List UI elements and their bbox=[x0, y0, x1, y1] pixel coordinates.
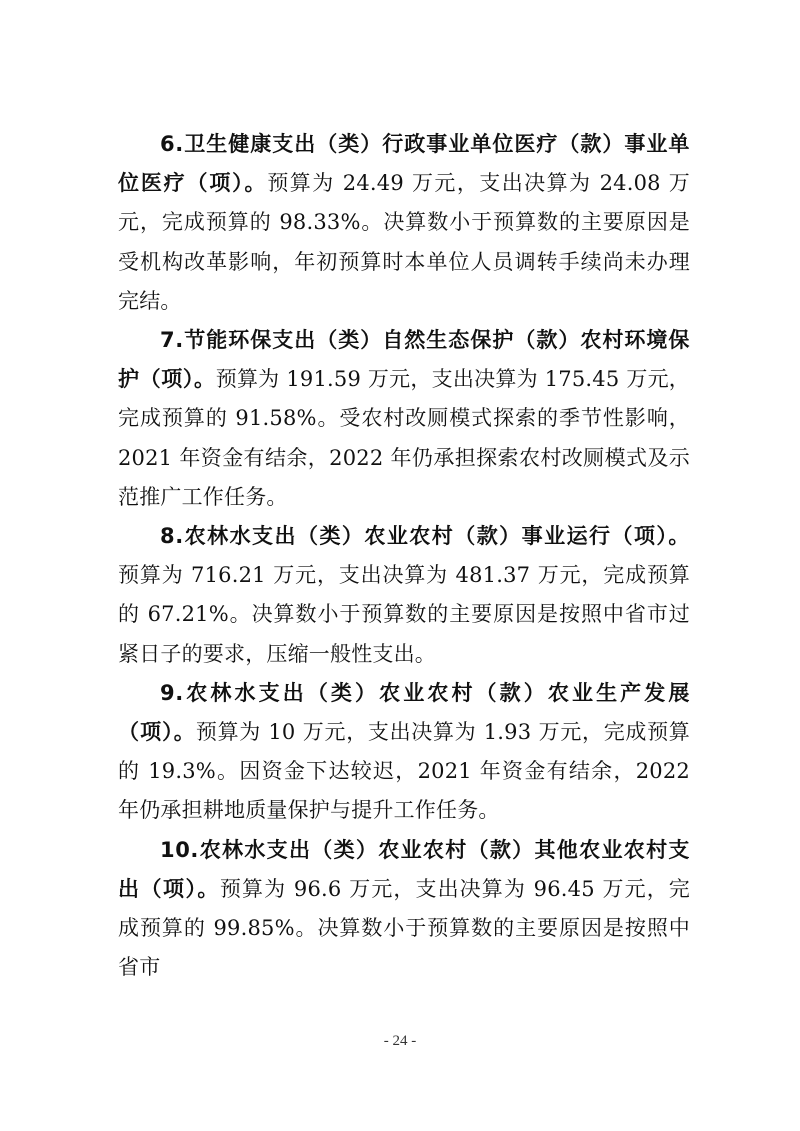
paragraph-item-6 bbox=[118, 125, 690, 321]
paragraph-text: 预算为 24.49 万元，支出决算为 24.08 万元，完成预算的 98.33%。决算数小于预算数的主要原因是受机构改革影响，年初预算时本单位人员调转手续尚未办理完结。 bbox=[118, 171, 690, 313]
paragraph-heading: 7.节能环保支出（类）自然生态保护（款）农村环境保护（项）。 bbox=[118, 328, 690, 392]
paragraph-item-8 bbox=[118, 517, 690, 674]
paragraph-heading: 8.农林水支出（类）农业农村（款）事业运行（项）。 bbox=[160, 524, 690, 549]
page-number: - 24 - bbox=[383, 1033, 417, 1049]
paragraph-item-10 bbox=[118, 831, 690, 988]
paragraph-text: 预算为 191.59 万元，支出决算为 175.45 万元，完成预算的 91.58%。受农村改厕模式探索的季节性影响，2021 年资金有结余，2022 年仍承担探索农村改厕模式及示范推广工作任务。 bbox=[118, 367, 691, 509]
paragraph-heading: 10.农林水支出（类）农业农村（款）其他农业农村支出（项）。 bbox=[118, 837, 690, 901]
paragraph-heading: 6.卫生健康支出（类）行政事业单位医疗（款）事业单位医疗（项）。 bbox=[118, 132, 690, 196]
paragraph-item-9 bbox=[118, 674, 690, 831]
paragraph-text: 预算为 10 万元，支出决算为 1.93 万元，完成预算的 19.3%。因资金下达较迟，2021 年资金有结余，2022 年仍承担耕地质量保护与提升工作任务。 bbox=[118, 720, 690, 823]
paragraph-text: 预算为 96.6 万元，支出决算为 96.45 万元，完成预算的 99.85%。决算数小于预算数的主要原因是按照中省市 bbox=[118, 876, 690, 980]
paragraph-text: 预算为 716.21 万元，支出决算为 481.37 万元，完成预算的 67.21%。决算数小于预算数的主要原因是按照中省市过紧日子的要求，压缩一般性支出。 bbox=[118, 563, 690, 666]
paragraph-item-7 bbox=[118, 321, 690, 517]
paragraph-heading: 9.农林水支出（类）农业农村（款）农业生产发展（项）。 bbox=[118, 680, 690, 745]
document-body bbox=[118, 125, 690, 987]
